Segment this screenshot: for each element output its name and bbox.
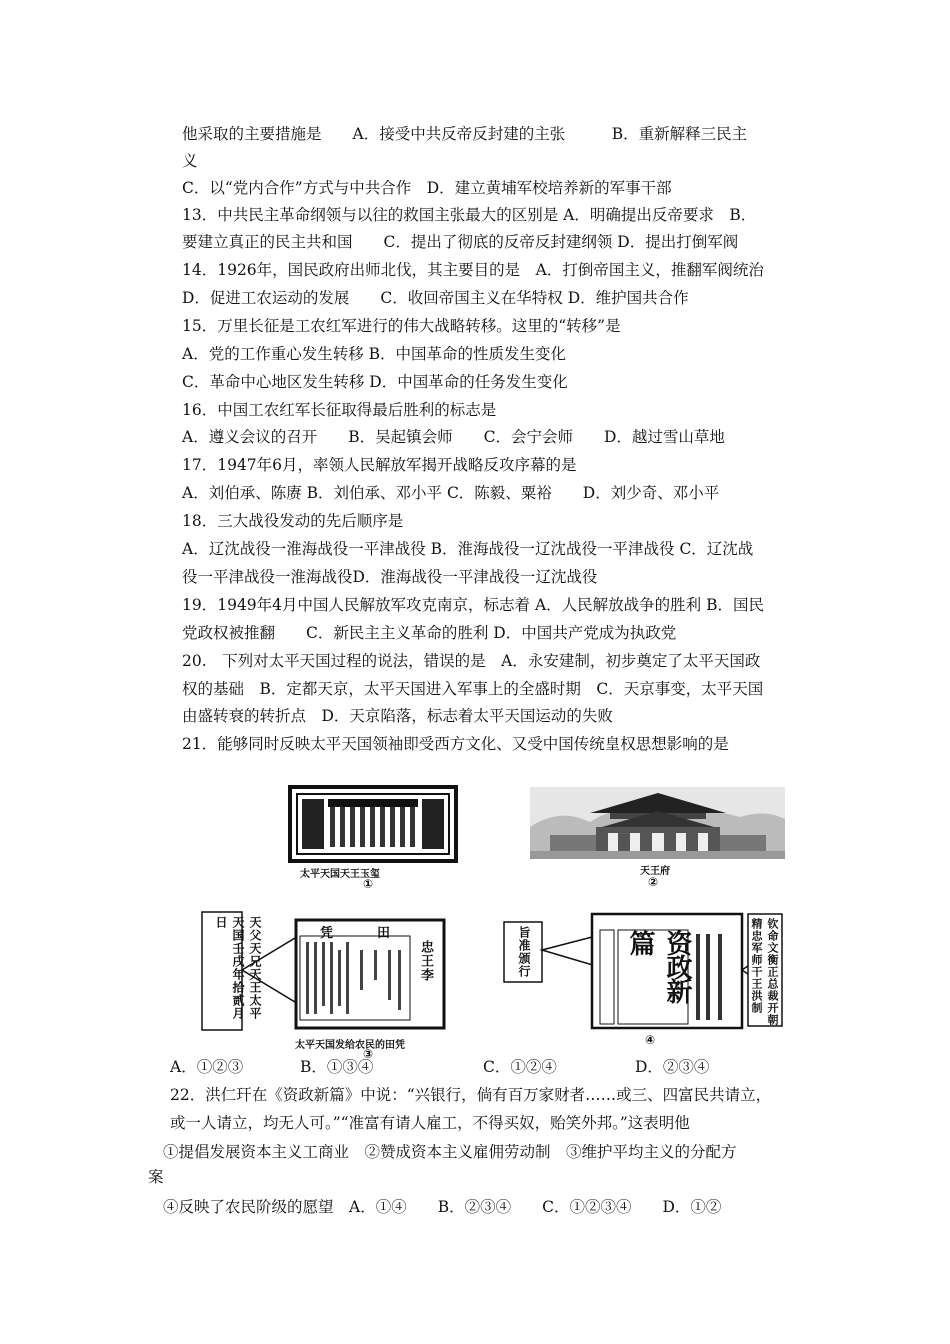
text-line: 21．能够同时反映太平天国领袖即受西方文化、又受中国传统皇权思想影响的是	[182, 735, 729, 753]
figure-caption: 太平天国天王玉玺	[300, 869, 380, 880]
tianwang-palace-image	[530, 787, 785, 859]
figure-caption: 天王府	[640, 866, 670, 877]
text-line: C．以“党内合作”方式与中共合作 D．建立黄埔军校培养新的军事干部	[182, 179, 672, 197]
text-line: 或一人请立，均无人可。”“准富有请人雇工，不得买奴，贻笑外邦。”这表明他	[170, 1114, 690, 1132]
figure-number: ①	[363, 877, 374, 891]
text-line: 党政权被推翻 C．新民主主义革命的胜利 D．中国共产党成为执政党	[182, 624, 677, 642]
text-line: A．刘伯承、陈赓 B．刘伯承、邓小平 C．陈毅、粟裕 D．刘少奇、邓小平	[182, 484, 720, 502]
land-certificate-image	[200, 910, 448, 1036]
text-line: 16．中国工农红军长征取得最后胜利的标志是	[182, 401, 497, 419]
certificate-callout-text: 天父天兄天王太平天国壬戌年拾贰月日	[214, 916, 262, 1020]
certificate-header: 凭 田	[320, 926, 397, 941]
text-line: 22．洪仁玕在《资政新篇》中说：“兴银行，倘有百万家财者……或三、四富民共请立，	[170, 1086, 772, 1104]
figure-number: ④	[645, 1033, 656, 1047]
callout-left-text: 旨准颁行	[517, 926, 531, 978]
figure-number: ③	[363, 1047, 374, 1061]
tianwang-seal-image	[288, 785, 458, 863]
text-line: 役一平津战役一淮海战役D．淮海战役一平津战役一辽沈战役	[182, 568, 598, 586]
text-line: A．遵义会议的召开 B．吴起镇会师 C．会宁会师 D．越过雪山草地	[182, 428, 725, 446]
option-c: C．①②④	[483, 1058, 557, 1076]
text-line: 17．1947年6月，率领人民解放军揭开战略反攻序幕的是	[182, 456, 577, 474]
text-line: D．促进工农运动的发展 C．收回帝国主义在华特权 D．维护国共合作	[182, 289, 689, 307]
text-line: ④反映了农民阶级的愿望 A．①④ B．②③④ C．①②③④ D．①②	[163, 1198, 722, 1216]
text-line: 要建立真正的民主共和国 C．提出了彻底的反帝反封建纲领 D．提出打倒军阀	[182, 233, 739, 251]
book-title: 资政新篇	[625, 930, 692, 1002]
text-line: 18．三大战役发动的先后顺序是	[182, 512, 404, 530]
text-line: 14．1926年，国民政府出师北伐，其主要目的是 A．打倒帝国主义，推翻军阀统治	[182, 261, 764, 279]
text-line: A．辽沈战役一淮海战役一平津战役 B．淮海战役一辽沈战役一平津战役 C．辽沈战	[182, 540, 754, 558]
text-line: 20. 下列对太平天国过程的说法，错误的是 A．永安建制，初步奠定了太平天国政	[182, 652, 761, 670]
text-line: 15．万里长征是工农红军进行的伟大战略转移。这里的“转移”是	[182, 317, 621, 335]
text-line: 由盛转衰的转折点 D．天京陷落，标志着太平天国运动的失败	[182, 707, 613, 725]
text-line: ①提倡发展资本主义工商业 ②赞成资本主义雇佣劳动制 ③维护平均主义的分配方	[163, 1143, 737, 1161]
figure-caption: 太平天国发给农民的田凭	[295, 1040, 405, 1051]
text-line: 义	[182, 152, 198, 170]
text-line: 他采取的主要措施是 A．接受中共反帝反封建的主张 B．重新解释三民主	[182, 125, 748, 143]
option-a: A．①②③	[170, 1058, 244, 1076]
text-line: 权的基础 B．定都天京，太平天国进入军事上的全盛时期 C．天京事变，太平天国	[182, 680, 764, 698]
text-line: 案	[148, 1168, 164, 1186]
option-b: B．①③④	[300, 1058, 374, 1076]
certificate-side-label: 忠王李	[418, 940, 433, 982]
text-line: 13．中共民主革命纲领与以往的救国主张最大的区别是 A．明确提出反帝要求 B．	[182, 206, 757, 224]
option-d: D．②③④	[635, 1058, 710, 1076]
callout-right-text: 钦命文衡正总裁开朝精忠军师干王洪制	[750, 918, 779, 1026]
figure-number: ②	[648, 875, 659, 889]
text-line: 19．1949年4月中国人民解放军攻克南京，标志着 A．人民解放战争的胜利 B．国民	[182, 596, 764, 614]
text-line: A．党的工作重心发生转移 B．中国革命的性质发生变化	[182, 345, 567, 363]
text-line: C．革命中心地区发生转移 D．中国革命的任务发生变化	[182, 373, 568, 391]
zizheng-xinpian-image	[500, 910, 785, 1032]
